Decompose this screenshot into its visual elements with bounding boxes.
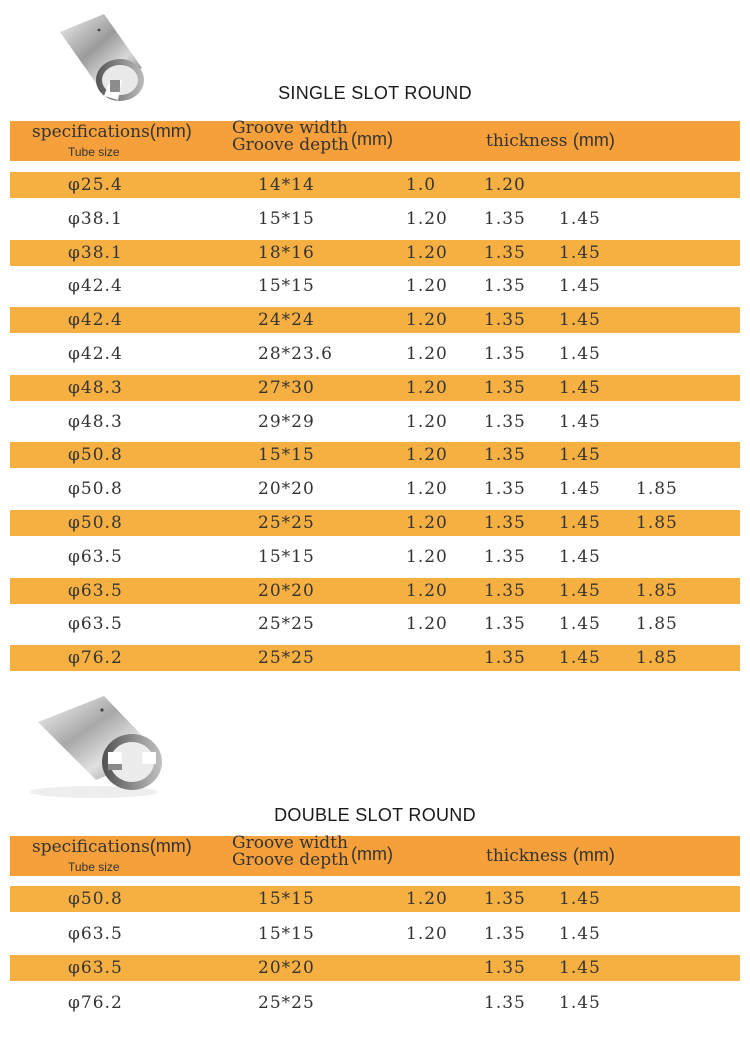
thickness-cell: 1.35 — [484, 546, 526, 567]
groove-header — [232, 120, 349, 154]
spec-unit: (mm) — [149, 836, 192, 856]
thickness-cell: 1.35 — [484, 411, 526, 432]
tube-size-label: Tube size — [68, 145, 120, 159]
thickness-cell: 1.45 — [559, 411, 601, 432]
thickness-cell: 1.45 — [559, 992, 601, 1013]
thickness-cell: 1.35 — [484, 513, 526, 533]
tube-size-cell: φ63.5 — [68, 958, 123, 978]
thickness-cell: 1.85 — [636, 648, 678, 669]
thickness-cell: 1.35 — [484, 648, 526, 669]
thickness-cell: 1.45 — [559, 614, 601, 635]
groove-cell: 14*14 — [258, 175, 315, 195]
thickness-cell: 1.35 — [484, 310, 526, 331]
thickness-cell: 1.35 — [484, 208, 526, 229]
groove-cell: 28*23.6 — [258, 344, 333, 364]
double-table-header — [10, 833, 740, 876]
tube-size-cell: φ38.1 — [68, 208, 123, 229]
thickness-cell: 1.35 — [484, 344, 526, 364]
double-section-title: DOUBLE SLOT ROUND — [274, 805, 476, 825]
thickness-cell: 1.20 — [406, 242, 448, 263]
table-row — [10, 206, 740, 232]
thickness-cell: 1.45 — [559, 445, 601, 466]
spec-unit: (mm) — [149, 121, 192, 141]
thickness-label: thickness — [486, 131, 568, 151]
groove-cell: 20*20 — [258, 958, 315, 978]
spec-label: specifications — [32, 122, 150, 142]
spec-header — [32, 121, 192, 159]
thickness-cell: 1.35 — [484, 377, 526, 398]
thickness-cell: 1.85 — [636, 479, 678, 500]
thickness-cell: 1.35 — [484, 580, 526, 601]
thickness-cell: 1.0 — [406, 175, 437, 195]
thickness-cell: 1.20 — [406, 208, 448, 229]
groove-cell: 18*16 — [258, 242, 315, 263]
table-row — [10, 645, 740, 671]
groove-unit: (mm) — [351, 844, 393, 864]
tube-size-cell: φ48.3 — [68, 377, 123, 398]
table-row — [10, 544, 740, 570]
thickness-cell: 1.85 — [636, 580, 678, 601]
table-row — [10, 273, 740, 299]
thickness-cell: 1.20 — [406, 411, 448, 432]
groove-depth-label: Groove depth — [232, 135, 349, 155]
table-row — [10, 442, 740, 468]
tube-size-cell: φ63.5 — [68, 580, 123, 601]
groove-cell: 15*15 — [258, 445, 315, 466]
table-row — [10, 921, 740, 947]
groove-cell: 15*15 — [258, 546, 315, 567]
groove-depth-label: Groove depth — [232, 850, 349, 870]
tube-size-cell: φ42.4 — [68, 344, 123, 364]
tube-size-cell: φ63.5 — [68, 546, 123, 567]
thickness-cell: 1.45 — [559, 276, 601, 297]
thickness-cell: 1.85 — [636, 614, 678, 635]
groove-cell: 25*25 — [258, 648, 315, 669]
thickness-label: thickness — [486, 846, 568, 866]
thickness-cell: 1.35 — [484, 923, 526, 944]
thickness-cell: 1.35 — [484, 992, 526, 1013]
single-section-title: SINGLE SLOT ROUND — [278, 83, 472, 103]
groove-cell: 25*25 — [258, 614, 315, 635]
tube-size-cell: φ42.4 — [68, 310, 123, 331]
table-row — [10, 886, 740, 912]
thickness-unit: (mm) — [572, 845, 615, 865]
thickness-cell: 1.45 — [559, 344, 601, 364]
thickness-cell: 1.45 — [559, 479, 601, 500]
thickness-cell: 1.35 — [484, 889, 526, 909]
table-row — [10, 172, 740, 198]
table-row — [10, 990, 740, 1016]
tube-size-cell: φ76.2 — [68, 992, 123, 1013]
groove-cell: 24*24 — [258, 310, 315, 331]
thickness-cell: 1.20 — [406, 923, 448, 944]
table-row — [10, 510, 740, 536]
thickness-cell: 1.45 — [559, 546, 601, 567]
table-row — [10, 955, 740, 981]
groove-cell: 20*20 — [258, 580, 315, 601]
tube-size-label: Tube size — [68, 860, 120, 874]
single-table-header — [10, 118, 740, 161]
groove-cell: 15*15 — [258, 208, 315, 229]
table-row — [10, 409, 740, 435]
tube-size-cell: φ50.8 — [68, 479, 123, 500]
thickness-cell: 1.20 — [406, 614, 448, 635]
thickness-cell: 1.45 — [559, 208, 601, 229]
groove-cell: 25*25 — [258, 513, 315, 533]
tube-size-cell: φ25.4 — [68, 175, 123, 195]
table-row — [10, 476, 740, 502]
thickness-header — [486, 845, 615, 866]
table-row — [10, 578, 740, 604]
thickness-cell: 1.45 — [559, 580, 601, 601]
tube-size-cell: φ38.1 — [68, 242, 123, 263]
thickness-header — [486, 130, 615, 151]
thickness-cell: 1.45 — [559, 648, 601, 669]
thickness-unit: (mm) — [572, 130, 615, 150]
groove-cell: 27*30 — [258, 377, 315, 398]
groove-header — [232, 835, 349, 869]
groove-cell: 29*29 — [258, 411, 315, 432]
tube-size-cell: φ50.8 — [68, 889, 123, 909]
tube-size-cell: φ63.5 — [68, 923, 123, 944]
thickness-cell: 1.45 — [559, 923, 601, 944]
tube-size-cell: φ48.3 — [68, 411, 123, 432]
spec-label: specifications — [32, 837, 150, 857]
thickness-cell: 1.20 — [406, 276, 448, 297]
thickness-cell: 1.45 — [559, 958, 601, 978]
thickness-cell: 1.35 — [484, 242, 526, 263]
thickness-cell: 1.20 — [406, 580, 448, 601]
double-slot-tube-icon — [24, 688, 170, 800]
thickness-cell: 1.45 — [559, 242, 601, 263]
thickness-cell: 1.20 — [406, 513, 448, 533]
thickness-cell: 1.20 — [406, 889, 448, 909]
thickness-cell: 1.20 — [406, 445, 448, 466]
tube-size-cell: φ63.5 — [68, 614, 123, 635]
thickness-cell: 1.45 — [559, 310, 601, 331]
groove-cell: 25*25 — [258, 992, 315, 1013]
tube-size-cell: φ42.4 — [68, 276, 123, 297]
thickness-cell: 1.45 — [559, 377, 601, 398]
table-row — [10, 611, 740, 637]
table-row — [10, 375, 740, 401]
table-row — [10, 307, 740, 333]
thickness-cell: 1.20 — [406, 479, 448, 500]
groove-width-label: Groove width — [232, 118, 348, 138]
thickness-cell: 1.45 — [559, 889, 601, 909]
groove-cell: 15*15 — [258, 276, 315, 297]
groove-cell: 20*20 — [258, 479, 315, 500]
tube-size-cell: φ50.8 — [68, 513, 123, 533]
thickness-cell: 1.45 — [559, 513, 601, 533]
thickness-cell: 1.35 — [484, 479, 526, 500]
groove-unit: (mm) — [351, 129, 393, 149]
thickness-cell: 1.35 — [484, 445, 526, 466]
tube-size-cell: φ76.2 — [68, 648, 123, 669]
groove-cell: 15*15 — [258, 889, 315, 909]
thickness-cell: 1.35 — [484, 958, 526, 978]
groove-cell: 15*15 — [258, 923, 315, 944]
thickness-cell: 1.20 — [406, 546, 448, 567]
thickness-cell: 1.20 — [484, 175, 526, 195]
table-row — [10, 240, 740, 266]
table-row — [10, 341, 740, 367]
thickness-cell: 1.85 — [636, 513, 678, 533]
thickness-cell: 1.20 — [406, 310, 448, 331]
thickness-cell: 1.20 — [406, 344, 448, 364]
groove-width-label: Groove width — [232, 833, 348, 853]
spec-header — [32, 836, 192, 874]
thickness-cell: 1.35 — [484, 276, 526, 297]
tube-size-cell: φ50.8 — [68, 445, 123, 466]
thickness-cell: 1.20 — [406, 377, 448, 398]
thickness-cell: 1.35 — [484, 614, 526, 635]
